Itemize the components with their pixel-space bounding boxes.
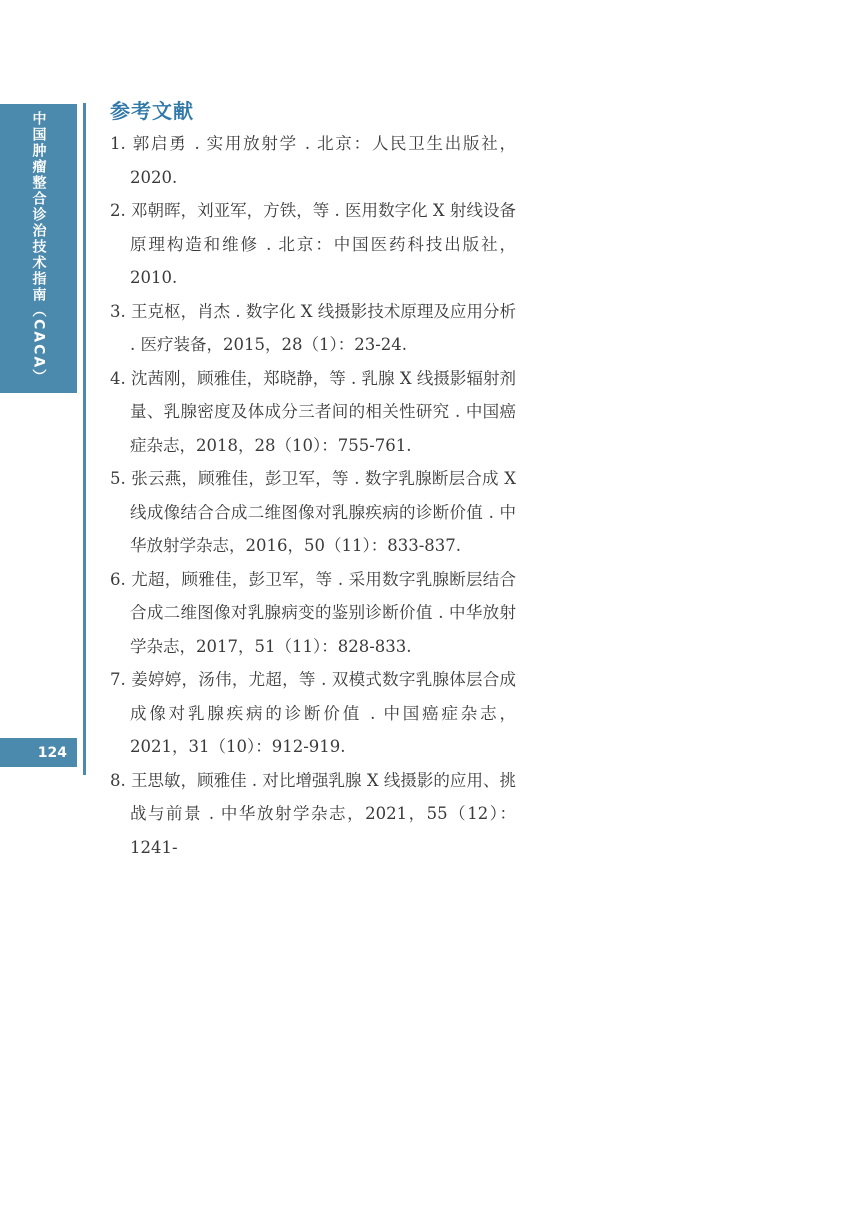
reference-item-6 — [110, 563, 516, 664]
reference-number: 4. — [110, 368, 126, 388]
reference-item-1 — [110, 127, 516, 194]
book-title-vertical-text: 中国肿瘤整合诊治技术指南（CACA） — [30, 111, 47, 386]
reference-number: 6. — [110, 569, 126, 589]
reference-text: 张云燕，顾雅佳，彭卫军，等 . 数字乳腺断层合成 X 线成像结合合成二维图像对乳腺疾病的诊断价值 . 中华放射学杂志，2016，50（11）：833-837. — [130, 469, 516, 555]
reference-item-7 — [110, 663, 516, 764]
reference-text: 郭启勇 . 实用放射学 . 北京：人民卫生出版社，2020. — [130, 134, 516, 187]
vertical-divider-rule — [83, 103, 86, 775]
reference-item-3 — [110, 295, 516, 362]
reference-text: 王思敏，顾雅佳 . 对比增强乳腺 X 线摄影的应用、挑战与前景 . 中华放射学杂志，2021，55（12）：1241- — [130, 770, 516, 857]
reference-number: 7. — [110, 670, 126, 689]
reference-number: 1. — [110, 134, 126, 153]
main-content — [110, 99, 516, 864]
reference-number: 2. — [110, 201, 126, 220]
reference-list — [110, 127, 516, 864]
reference-text: 沈茜刚，顾雅佳，郑晓静，等 . 乳腺 X 线摄影辐射剂量、乳腺密度及体成分三者间的相关性研究 . 中国癌症杂志，2018，28（10）：755-761. — [130, 368, 516, 455]
page-number: 124 — [37, 744, 67, 761]
reference-text: 邓朝晖，刘亚军，方铁，等 . 医用数字化 X 射线设备原理构造和维修 . 北京：中国医药科技出版社，2010. — [130, 201, 516, 287]
reference-item-4 — [110, 362, 516, 463]
reference-text: 王克枢，肖杰 . 数字化 X 线摄影技术原理及应用分析 . 医疗装备，2015，28（1）：23-24. — [130, 301, 516, 354]
reference-number: 5. — [110, 469, 126, 488]
reference-item-2 — [110, 194, 516, 295]
reference-text: 尤超，顾雅佳，彭卫军，等 . 采用数字乳腺断层结合合成二维图像对乳腺病变的鉴别诊断价值 . 中华放射学杂志，2017，51（11）：828-833. — [130, 569, 516, 656]
reference-item-8 — [110, 764, 516, 865]
reference-text: 姜婷婷，汤伟，尤超，等 . 双模式数字乳腺体层合成成像对乳腺疾病的诊断价值 . 中国癌症杂志，2021，31（10）：912-919. — [130, 670, 516, 756]
page-number-badge — [0, 738, 77, 767]
sidebar-title-box — [0, 104, 77, 393]
references-heading: 参考文献 — [110, 99, 194, 123]
reference-number: 8. — [110, 770, 126, 790]
reference-item-5 — [110, 462, 516, 563]
reference-number: 3. — [110, 301, 126, 321]
